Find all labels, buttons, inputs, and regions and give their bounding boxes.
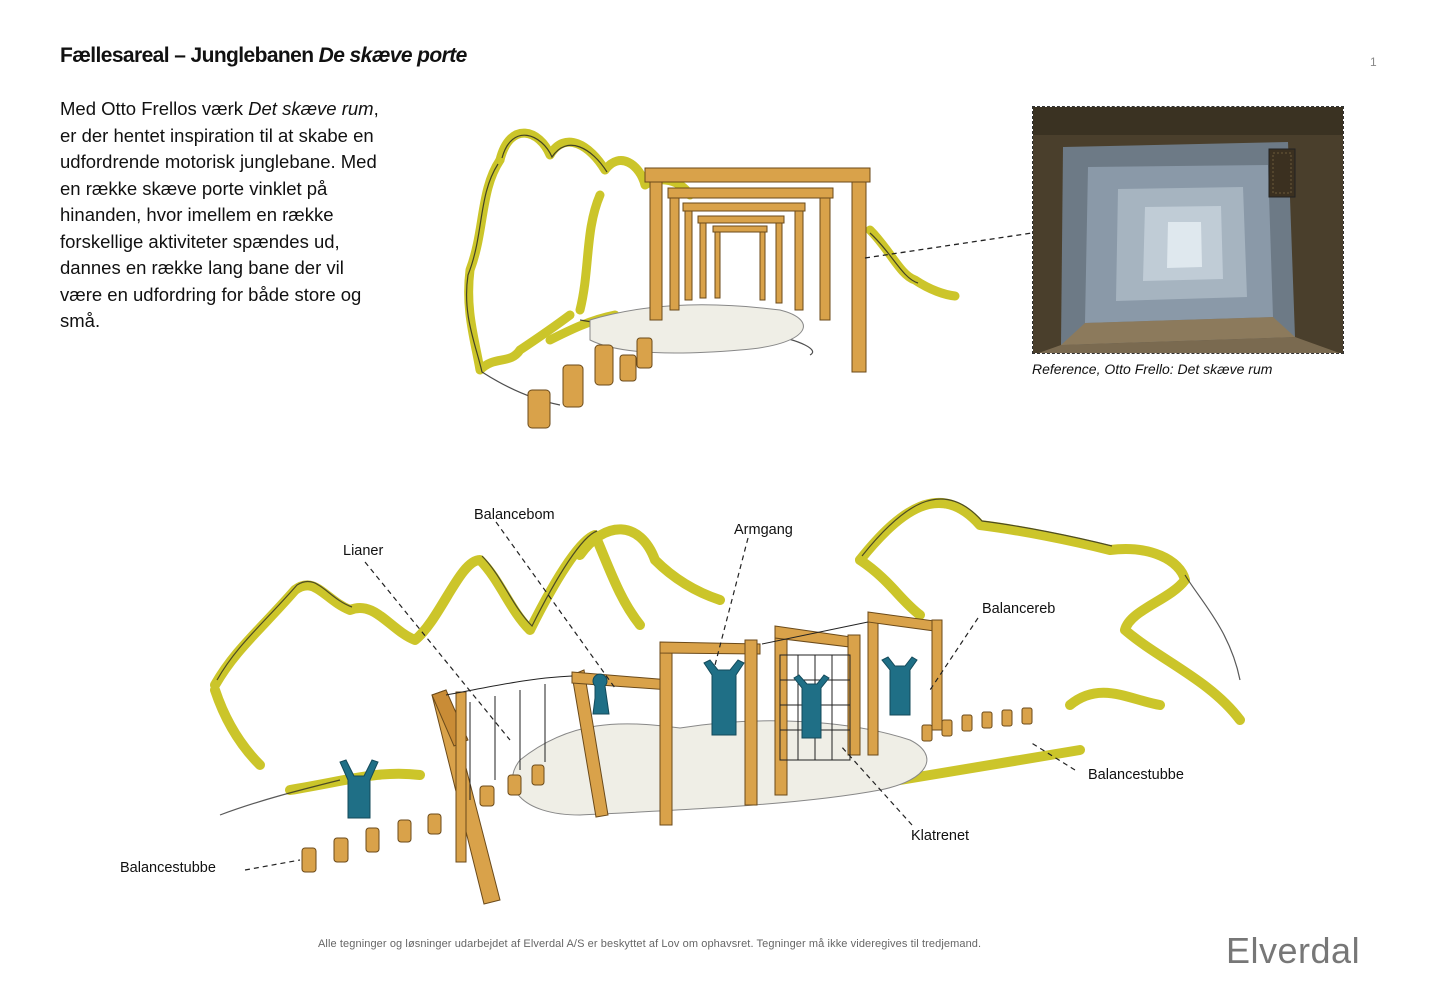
reference-image	[1032, 106, 1344, 354]
label-lianer: Lianer	[343, 543, 384, 559]
label-balancereb: Balancereb	[982, 601, 1056, 617]
label-balancebom: Balancebom	[474, 507, 555, 523]
intro-part2: , er der hentet inspiration til at skabe en udfordrende motorisk junglebane. Med en række skæve porte vinklet på hinanden, hvor imellem en række forskellige aktiviteter spændes ud, dannes en række lang bane der vil være en udfordring for både store og små.	[60, 98, 379, 331]
label-balancestubbe-right: Balancestubbe	[1088, 767, 1184, 783]
page-number: 1	[1370, 55, 1377, 69]
page-title	[60, 44, 467, 68]
skaeve-rum-painting	[1033, 107, 1344, 354]
reference-leader-line	[860, 225, 1035, 265]
label-balancestubbe-left: Balancestubbe	[120, 860, 216, 876]
corridor-sketch	[440, 100, 980, 440]
copyright-note: Alle tegninger og løsninger udarbejdet af Elverdal A/S er beskyttet af Lov om ophavsret. Tegninger må ikke videregives til tredjemand.	[318, 938, 982, 950]
title-main: Fællesareal – Junglebanen	[60, 44, 319, 67]
label-armgang: Armgang	[734, 522, 793, 538]
label-klatrenet: Klatrenet	[911, 828, 970, 844]
elverdal-logo: Elverdal	[1226, 930, 1361, 971]
intro-part1: Med Otto Frellos værk	[60, 98, 249, 119]
intro-text	[60, 96, 390, 335]
reference-caption: Reference, Otto Frello: Det skæve rum	[1032, 361, 1273, 377]
title-italic: De skæve porte	[318, 44, 467, 67]
intro-italic: Det skæve rum	[248, 98, 374, 119]
